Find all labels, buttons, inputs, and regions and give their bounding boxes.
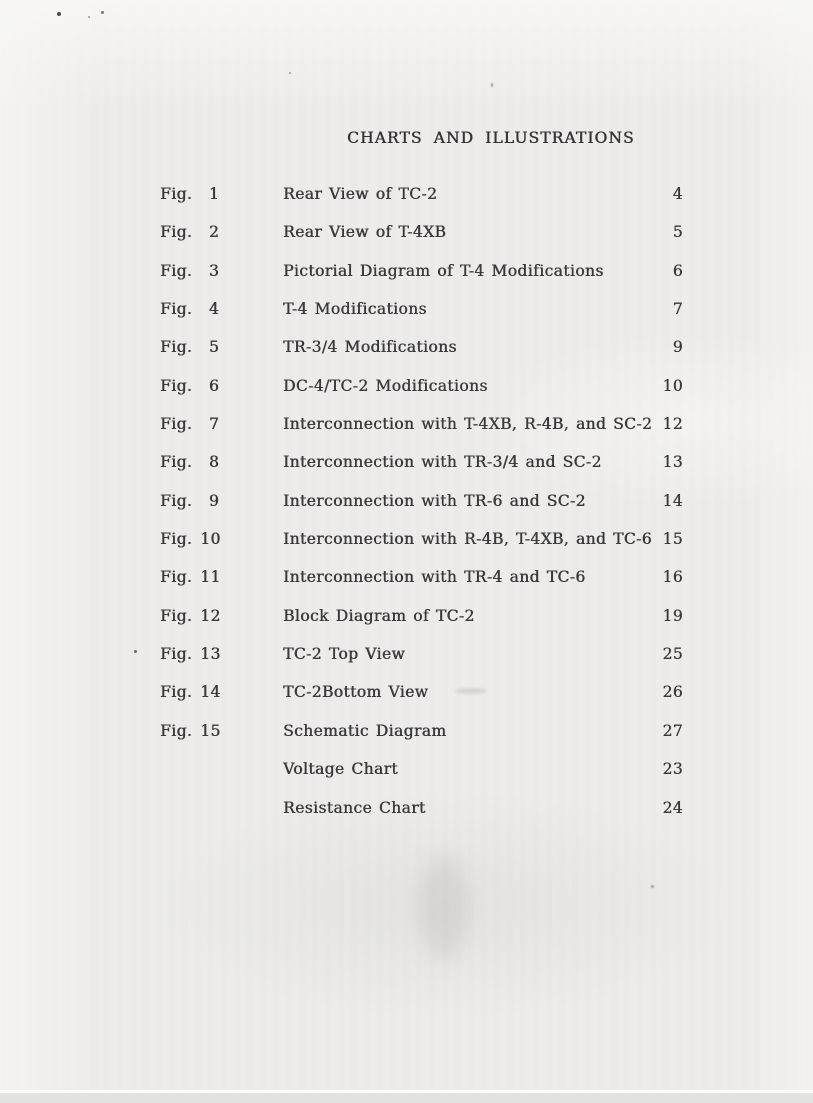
figure-label: Fig. bbox=[160, 683, 193, 702]
scan-speckle bbox=[101, 11, 104, 14]
toc-row bbox=[160, 414, 683, 452]
figure-number: 1 bbox=[208, 185, 220, 203]
entry-title: T-4 Modifications bbox=[283, 300, 427, 319]
entry-title: DC-4/TC-2 Modifications bbox=[283, 376, 488, 395]
figure-cell bbox=[160, 644, 283, 664]
toc-row bbox=[160, 376, 683, 414]
scan-speckle bbox=[57, 12, 61, 16]
toc-row bbox=[160, 567, 683, 605]
figure-list bbox=[160, 184, 683, 817]
figure-label: Fig. bbox=[160, 568, 193, 587]
entry-title: Rear View of TC-2 bbox=[283, 185, 438, 203]
figure-cell bbox=[160, 261, 283, 281]
figure-cell bbox=[160, 337, 283, 357]
page-number: 5 bbox=[672, 223, 683, 242]
entry-title: Interconnection with TR-4 and TC-6 bbox=[283, 568, 586, 587]
toc-row bbox=[160, 798, 683, 817]
scan-speckle bbox=[651, 885, 654, 888]
entry-title: Voltage Chart bbox=[283, 760, 398, 779]
figure-number: 13 bbox=[200, 645, 221, 664]
page-number: 9 bbox=[672, 338, 683, 357]
toc-row bbox=[160, 299, 683, 337]
toc-row bbox=[160, 491, 683, 529]
figure-cell bbox=[160, 452, 283, 472]
entry-title: Interconnection with R-4B, T-4XB, and TC-6 bbox=[283, 530, 652, 549]
entry-title: Pictorial Diagram of T-4 Modifications bbox=[283, 261, 604, 280]
figure-label: Fig. bbox=[160, 530, 193, 549]
figure-cell bbox=[160, 682, 283, 702]
figure-label: Fig. bbox=[160, 606, 193, 625]
page-number: 4 bbox=[672, 185, 683, 203]
figure-number: 9 bbox=[208, 491, 220, 510]
figure-number: 14 bbox=[200, 683, 221, 702]
figure-label: Fig. bbox=[160, 453, 193, 472]
toc-row bbox=[160, 721, 683, 759]
figure-number: 3 bbox=[208, 261, 220, 280]
page-title: CHARTS AND ILLUSTRATIONS bbox=[347, 129, 635, 147]
pencil-dot bbox=[134, 650, 137, 653]
toc-row bbox=[160, 759, 683, 797]
scan-smudge bbox=[420, 855, 468, 960]
page-number: 13 bbox=[662, 453, 683, 472]
scan-speckle bbox=[289, 72, 291, 74]
figure-number: 11 bbox=[200, 568, 221, 587]
figure-cell bbox=[160, 606, 283, 626]
figure-label: Fig. bbox=[160, 185, 193, 203]
figure-cell bbox=[160, 491, 283, 511]
figure-number: 5 bbox=[208, 338, 220, 357]
entry-title: Rear View of T-4XB bbox=[283, 223, 447, 242]
figure-number: 15 bbox=[200, 721, 221, 740]
entry-title: TC-2Bottom View bbox=[283, 683, 429, 702]
toc-row bbox=[160, 222, 683, 260]
page-number: 10 bbox=[662, 376, 683, 395]
figure-cell bbox=[160, 721, 283, 741]
page-number: 25 bbox=[662, 645, 683, 664]
toc-row bbox=[160, 606, 683, 644]
page-number: 15 bbox=[662, 530, 683, 549]
toc-row bbox=[160, 184, 683, 222]
page-number: 26 bbox=[662, 683, 683, 702]
page-number: 16 bbox=[662, 568, 683, 587]
figure-cell bbox=[160, 414, 283, 434]
figure-number: 10 bbox=[200, 530, 221, 549]
figure-label: Fig. bbox=[160, 376, 193, 395]
toc-row bbox=[160, 261, 683, 299]
entry-title: Resistance Chart bbox=[283, 798, 426, 817]
figure-label: Fig. bbox=[160, 721, 193, 740]
entry-title: Schematic Diagram bbox=[283, 721, 447, 740]
toc-row bbox=[160, 682, 683, 720]
toc-row bbox=[160, 644, 683, 682]
page-number: 23 bbox=[662, 760, 683, 779]
figure-cell bbox=[160, 299, 283, 319]
figure-cell bbox=[160, 529, 283, 549]
entry-title: TR-3/4 Modifications bbox=[283, 338, 457, 357]
page-number: 14 bbox=[662, 491, 683, 510]
figure-cell bbox=[160, 222, 283, 242]
figure-cell bbox=[160, 184, 283, 204]
page-number: 12 bbox=[662, 415, 683, 434]
entry-title: Block Diagram of TC-2 bbox=[283, 606, 475, 625]
figure-number: 8 bbox=[208, 453, 220, 472]
entry-title: Interconnection with T-4XB, R-4B, and SC-2 bbox=[283, 415, 653, 434]
figure-label: Fig. bbox=[160, 491, 193, 510]
page-number: 24 bbox=[662, 798, 683, 817]
figure-number: 6 bbox=[208, 376, 220, 395]
page-number: 27 bbox=[662, 721, 683, 740]
page-number: 6 bbox=[672, 261, 683, 280]
figure-number: 7 bbox=[208, 415, 220, 434]
toc-row bbox=[160, 452, 683, 490]
figure-number: 2 bbox=[208, 223, 220, 242]
figure-label: Fig. bbox=[160, 645, 193, 664]
scan-speckle bbox=[491, 83, 493, 87]
figure-label: Fig. bbox=[160, 415, 193, 434]
scan-speckle bbox=[88, 16, 90, 18]
figure-cell bbox=[160, 567, 283, 587]
figure-label: Fig. bbox=[160, 223, 193, 242]
entry-title: Interconnection with TR-3/4 and SC-2 bbox=[283, 453, 602, 472]
figure-cell bbox=[160, 376, 283, 396]
figure-label: Fig. bbox=[160, 338, 193, 357]
toc-row bbox=[160, 337, 683, 375]
entry-title: Interconnection with TR-6 and SC-2 bbox=[283, 491, 586, 510]
figure-label: Fig. bbox=[160, 300, 193, 319]
entry-title: TC-2 Top View bbox=[283, 645, 406, 664]
figure-label: Fig. bbox=[160, 261, 193, 280]
figure-number: 12 bbox=[200, 606, 221, 625]
toc-row bbox=[160, 529, 683, 567]
page-number: 7 bbox=[672, 300, 683, 319]
figure-number: 4 bbox=[208, 300, 220, 319]
page-number: 19 bbox=[662, 606, 683, 625]
